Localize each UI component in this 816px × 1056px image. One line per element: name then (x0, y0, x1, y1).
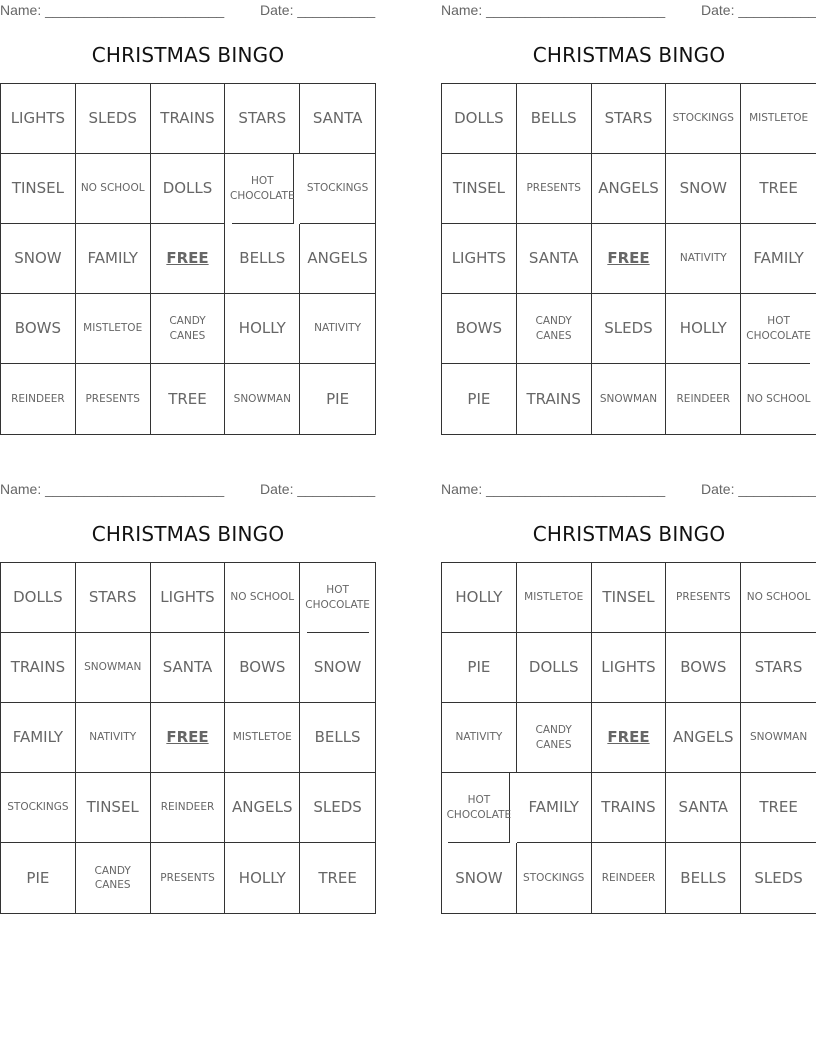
bingo-cell: DOLLS (517, 633, 592, 703)
bingo-cell: REINDEER (592, 843, 667, 913)
bingo-cell: REINDEER (151, 773, 226, 843)
name-date-row (441, 0, 816, 22)
bingo-cell: NATIVITY (76, 703, 151, 773)
bingo-cell: ANGELS (300, 224, 375, 294)
date-line: Date: __________ (260, 481, 376, 497)
bingo-cell: PRESENTS (76, 364, 151, 434)
date-line: Date: __________ (701, 2, 816, 18)
bingo-cell: MISTLETOE (517, 563, 592, 633)
bingo-cell: NATIVITY (300, 294, 375, 364)
bingo-cell: LIGHTS (151, 563, 226, 633)
bingo-grid (0, 562, 376, 914)
bingo-grid (441, 562, 816, 914)
bingo-cell: STARS (76, 563, 151, 633)
bingo-cell: BOWS (225, 633, 300, 703)
bingo-cell: LIGHTS (1, 84, 76, 154)
bingo-cell: DOLLS (442, 84, 517, 154)
bingo-cell: FAMILY (1, 703, 76, 773)
bingo-cell: SNOW (1, 224, 76, 294)
bingo-cell: MISTLETOE (76, 294, 151, 364)
bingo-cell: TRAINS (1, 633, 76, 703)
bingo-cell: HOT CHOCOLATE (748, 294, 810, 364)
bingo-cell: TREE (741, 154, 816, 224)
bingo-cell: BELLS (225, 224, 300, 294)
card-title: CHRISTMAS BINGO (91, 43, 285, 67)
name-line: Name: _______________________ (0, 481, 225, 497)
bingo-cell: TREE (318, 868, 357, 887)
bingo-card-4 (441, 479, 816, 915)
bingo-cell: CANDY CANES (517, 294, 592, 364)
free-space-cell: FREE (592, 703, 667, 773)
bingo-cell: STARS (592, 84, 667, 154)
bingo-cell: PRESENTS (517, 154, 592, 224)
bingo-cell: NO SCHOOL (225, 563, 300, 633)
bingo-cell: HOT CHOCOLATE (448, 773, 510, 843)
bingo-cell: HOT CHOCOLATE (307, 563, 369, 633)
bingo-cell: SNOWMAN (76, 633, 151, 703)
bingo-cell: SNOWMAN (741, 703, 816, 773)
bingo-cell: ANGELS (592, 154, 667, 224)
name-date-row (0, 0, 376, 22)
bingo-cell: TINSEL (1, 154, 76, 224)
bingo-cell: LIGHTS (592, 633, 667, 703)
bingo-cell: HOLLY (225, 843, 300, 913)
bingo-cell: STARS (225, 84, 300, 154)
bingo-cell: REINDEER (1, 364, 76, 434)
bingo-card-1 (0, 0, 376, 436)
bingo-cell: SLEDS (76, 84, 151, 154)
bingo-cell: NO SCHOOL (76, 154, 151, 224)
bingo-cell: TINSEL (592, 563, 667, 633)
bingo-cell: SLEDS (300, 773, 375, 843)
bingo-cell: DOLLS (1, 563, 76, 633)
bingo-cell: TRAINS (151, 84, 226, 154)
bingo-cell: SLEDS (592, 294, 667, 364)
bingo-cell: BELLS (300, 703, 375, 773)
bingo-cell: BELLS (666, 843, 741, 913)
bingo-cell: SNOW (442, 843, 517, 913)
bingo-cell: STOCKINGS (300, 154, 375, 224)
bingo-cell: BOWS (666, 633, 741, 703)
bingo-cell: NO SCHOOL (746, 392, 811, 405)
bingo-cell: SNOWMAN (592, 364, 667, 434)
bingo-cell: NATIVITY (442, 703, 517, 773)
bingo-cell: HOLLY (666, 294, 741, 364)
bingo-card-2 (441, 0, 816, 436)
bingo-cell: TRAINS (592, 773, 667, 843)
name-line: Name: _______________________ (441, 2, 666, 18)
name-date-row (0, 479, 376, 501)
free-space-cell: FREE (151, 224, 226, 294)
name-line: Name: _______________________ (0, 2, 225, 18)
bingo-cell: SLEDS (754, 868, 803, 887)
bingo-cell: HOLLY (225, 294, 300, 364)
bingo-cell: STOCKINGS (1, 773, 76, 843)
card-title: CHRISTMAS BINGO (91, 522, 285, 546)
free-space-cell: FREE (151, 703, 226, 773)
bingo-cell: BOWS (1, 294, 76, 364)
bingo-cell: NO SCHOOL (741, 563, 816, 633)
bingo-cell: SNOWMAN (225, 364, 300, 434)
bingo-cell: BELLS (517, 84, 592, 154)
bingo-cell: PRESENTS (666, 563, 741, 633)
bingo-cell: TINSEL (76, 773, 151, 843)
date-line: Date: __________ (701, 481, 816, 497)
card-title: CHRISTMAS BINGO (532, 43, 726, 67)
bingo-cell: DOLLS (151, 154, 226, 224)
bingo-cell: FAMILY (517, 773, 592, 843)
bingo-cell: REINDEER (666, 364, 741, 434)
bingo-cell: TINSEL (442, 154, 517, 224)
bingo-cell: TREE (151, 364, 226, 434)
bingo-cell: SNOW (666, 154, 741, 224)
bingo-cell: FAMILY (741, 224, 816, 294)
bingo-cell: PIE (1, 843, 76, 913)
bingo-cell: SANTA (517, 224, 592, 294)
bingo-grid (0, 83, 376, 435)
card-title: CHRISTMAS BINGO (532, 522, 726, 546)
name-date-row (441, 479, 816, 501)
bingo-cell: PIE (326, 389, 350, 408)
bingo-cell: CANDY CANES (517, 703, 592, 773)
name-line: Name: _______________________ (441, 481, 666, 497)
bingo-cell: ANGELS (666, 703, 741, 773)
bingo-cell: CANDY CANES (76, 843, 151, 913)
bingo-card-3 (0, 479, 376, 915)
bingo-cell: PIE (442, 633, 517, 703)
date-line: Date: __________ (260, 2, 376, 18)
bingo-cell: SNOW (300, 633, 375, 703)
bingo-cell: TRAINS (517, 364, 592, 434)
bingo-cell: STOCKINGS (666, 84, 741, 154)
bingo-cell: FAMILY (76, 224, 151, 294)
bingo-cell: HOLLY (442, 563, 517, 633)
bingo-cell: MISTLETOE (741, 84, 816, 154)
bingo-cell: LIGHTS (442, 224, 517, 294)
bingo-cell: CANDY CANES (151, 294, 226, 364)
free-space-cell: FREE (592, 224, 667, 294)
bingo-cell: HOT CHOCOLATE (232, 154, 294, 224)
bingo-cell: ANGELS (225, 773, 300, 843)
bingo-grid (441, 83, 816, 435)
bingo-cell: MISTLETOE (225, 703, 300, 773)
bingo-cell: NATIVITY (666, 224, 741, 294)
bingo-cell: STOCKINGS (517, 843, 592, 913)
bingo-cell: STARS (741, 633, 816, 703)
bingo-cell: TREE (741, 773, 816, 843)
bingo-cell: SANTA (300, 84, 375, 154)
bingo-cell: PRESENTS (151, 843, 226, 913)
bingo-cell: SANTA (666, 773, 741, 843)
bingo-cell: PIE (442, 364, 517, 434)
bingo-cell: BOWS (442, 294, 517, 364)
bingo-cell: SANTA (151, 633, 226, 703)
